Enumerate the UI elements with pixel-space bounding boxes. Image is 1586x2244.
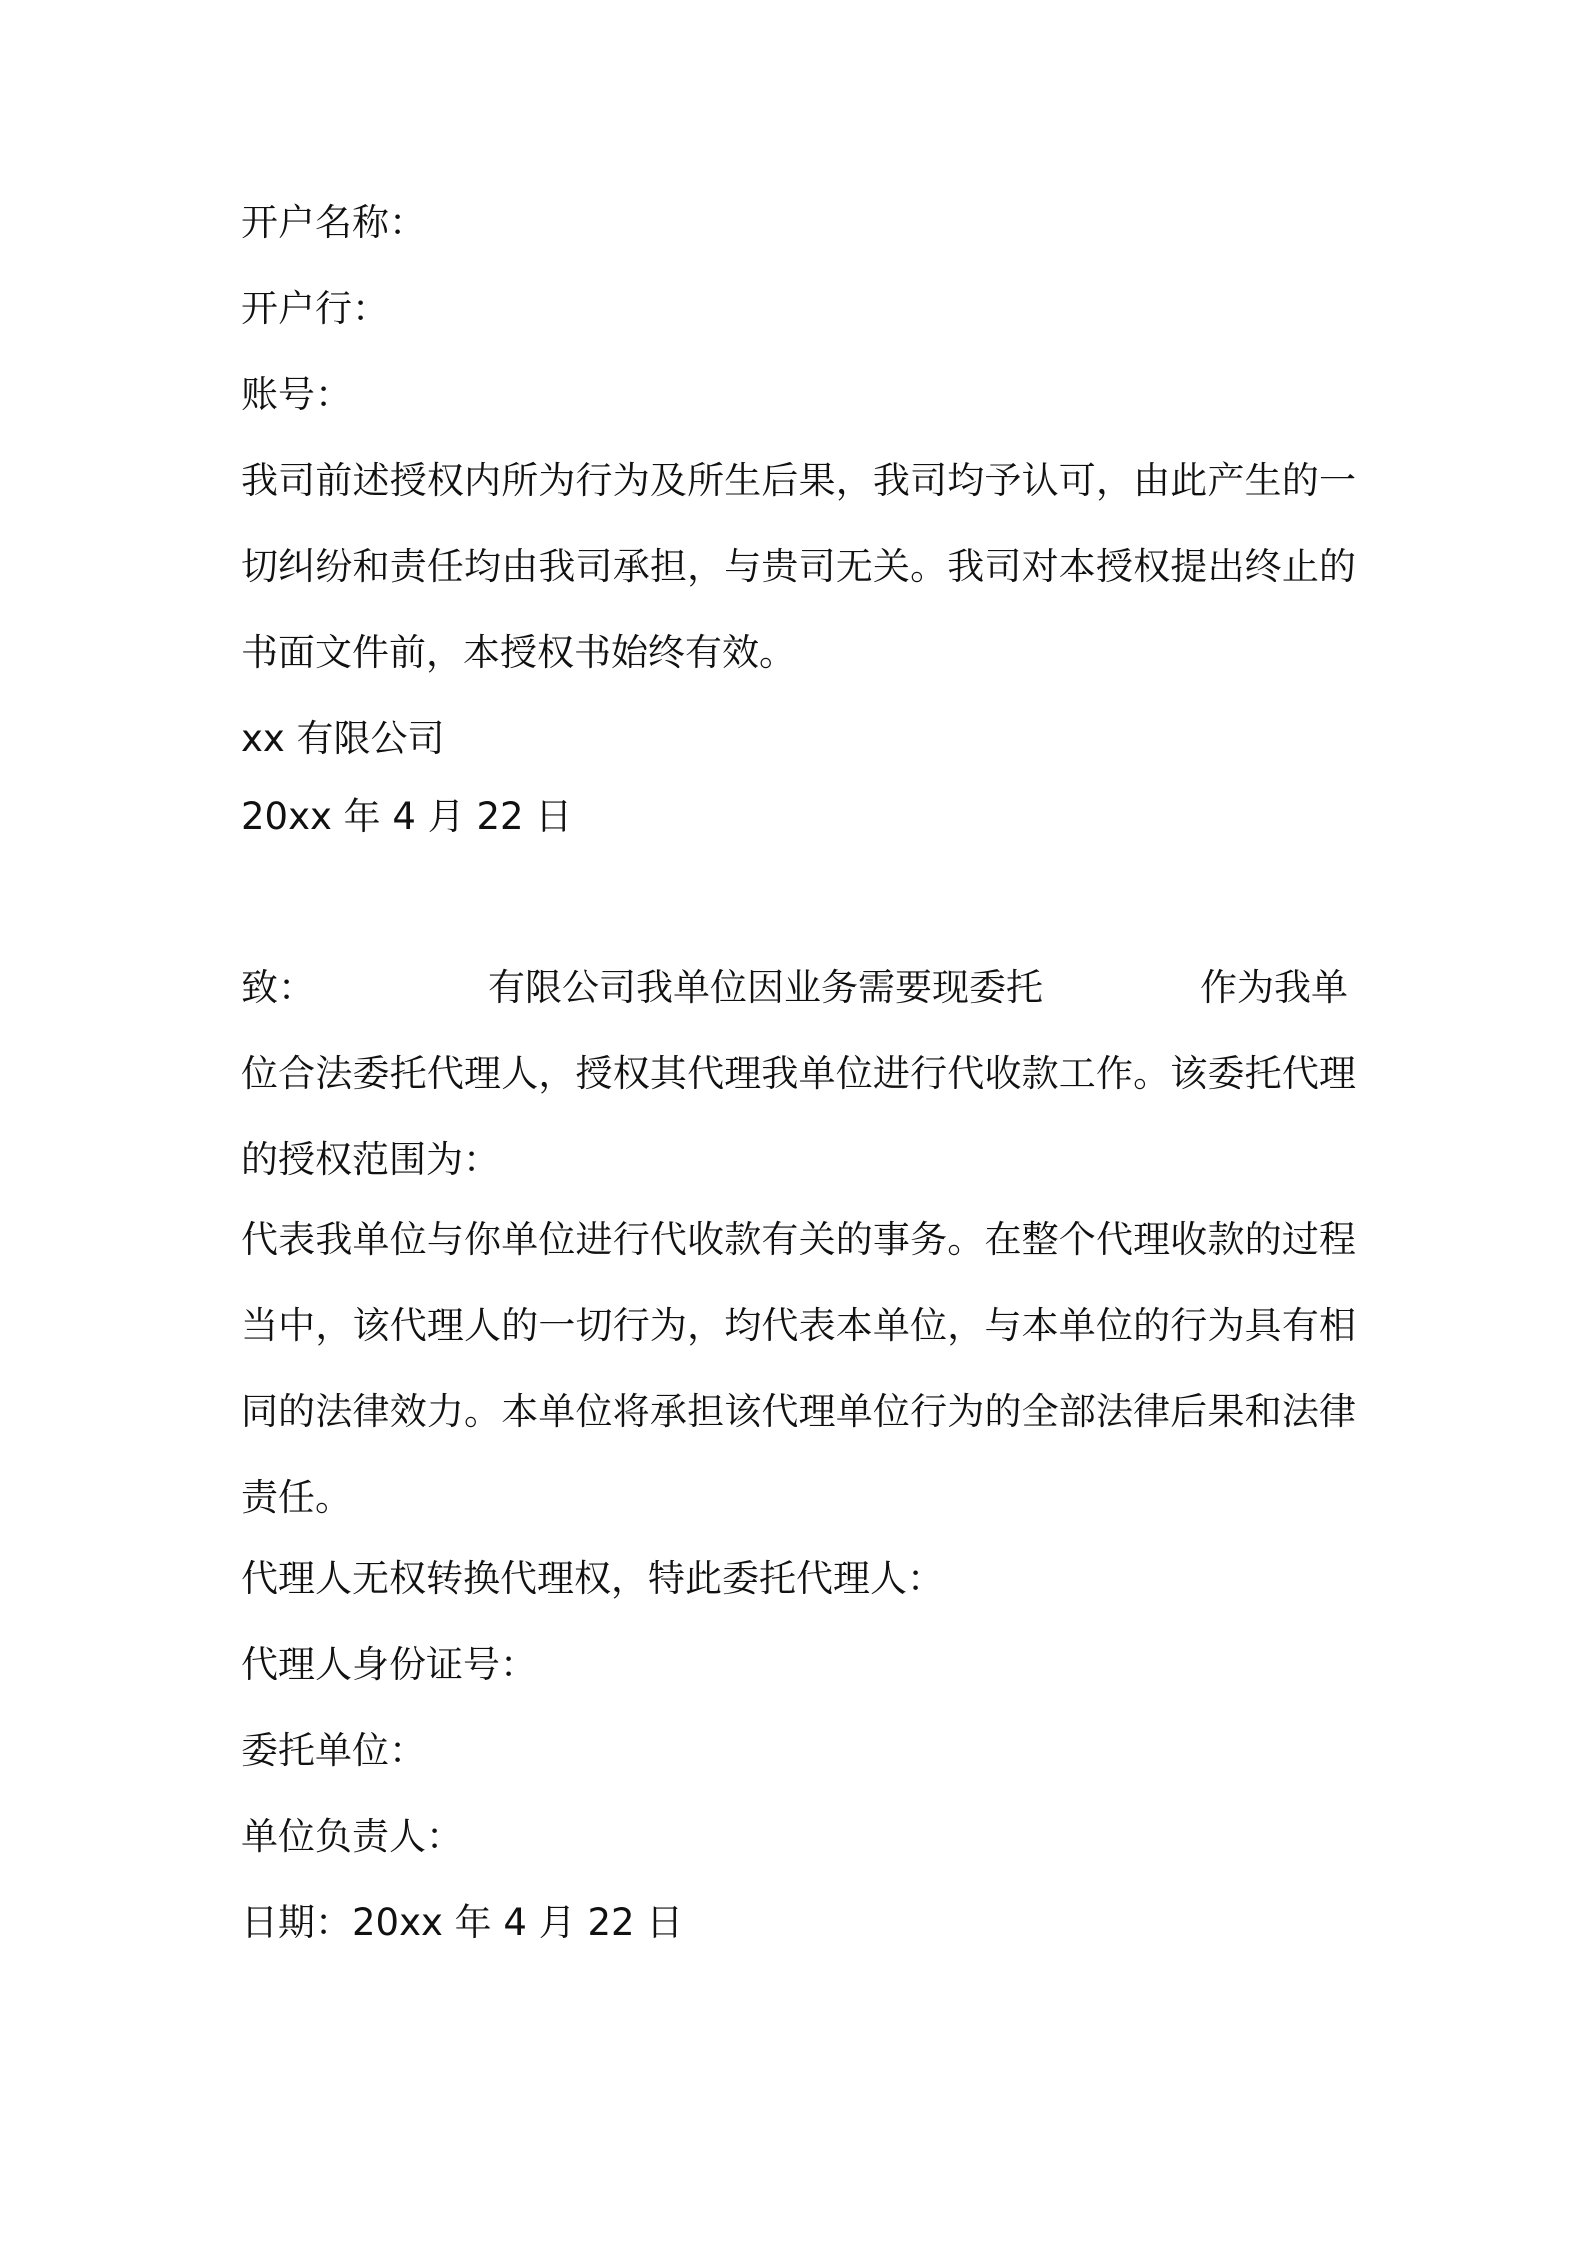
no-transfer-line: 代理人无权转换代理权，特此委托代理人： [241, 1557, 944, 1600]
scope-line: 责任。 [241, 1476, 352, 1519]
signature-date: 20xx 年 4 月 22 日 [241, 795, 573, 838]
intro-line: 位合法委托代理人，授权其代理我单位进行代收款工作。该委托代理 [241, 1052, 1356, 1095]
agent-id-label: 代理人身份证号： [241, 1643, 537, 1686]
account-number-label: 账号： [241, 373, 352, 416]
scope-line: 同的法律效力。本单位将承担该代理单位行为的全部法律后果和法律 [241, 1390, 1356, 1433]
opening-middle-text: 有限公司我单位因业务需要现委托 [488, 966, 1043, 1009]
scope-line: 当中，该代理人的一切行为，均代表本单位，与本单位的行为具有相 [241, 1304, 1356, 1347]
paragraph-line: 切纠纷和责任均由我司承担，与贵司无关。我司对本授权提出终止的 [241, 545, 1356, 588]
intro-line: 的授权范围为： [241, 1138, 500, 1181]
paragraph-line: 书面文件前，本授权书始终有效。 [241, 631, 796, 674]
company-name: xx 有限公司 [241, 717, 445, 760]
opening-end-text: 作为我单 [1200, 966, 1348, 1009]
entrusting-unit-label: 委托单位： [241, 1729, 426, 1772]
to-label: 致： [241, 966, 315, 1009]
unit-head-label: 单位负责人： [241, 1815, 463, 1858]
bank-label: 开户行： [241, 287, 389, 330]
paragraph-line: 我司前述授权内所为行为及所生后果，我司均予认可，由此产生的一 [241, 459, 1356, 502]
account-name-label: 开户名称： [241, 201, 426, 244]
date-line: 日期：20xx 年 4 月 22 日 [241, 1901, 684, 1944]
scope-line: 代表我单位与你单位进行代收款有关的事务。在整个代理收款的过程 [241, 1218, 1356, 1261]
